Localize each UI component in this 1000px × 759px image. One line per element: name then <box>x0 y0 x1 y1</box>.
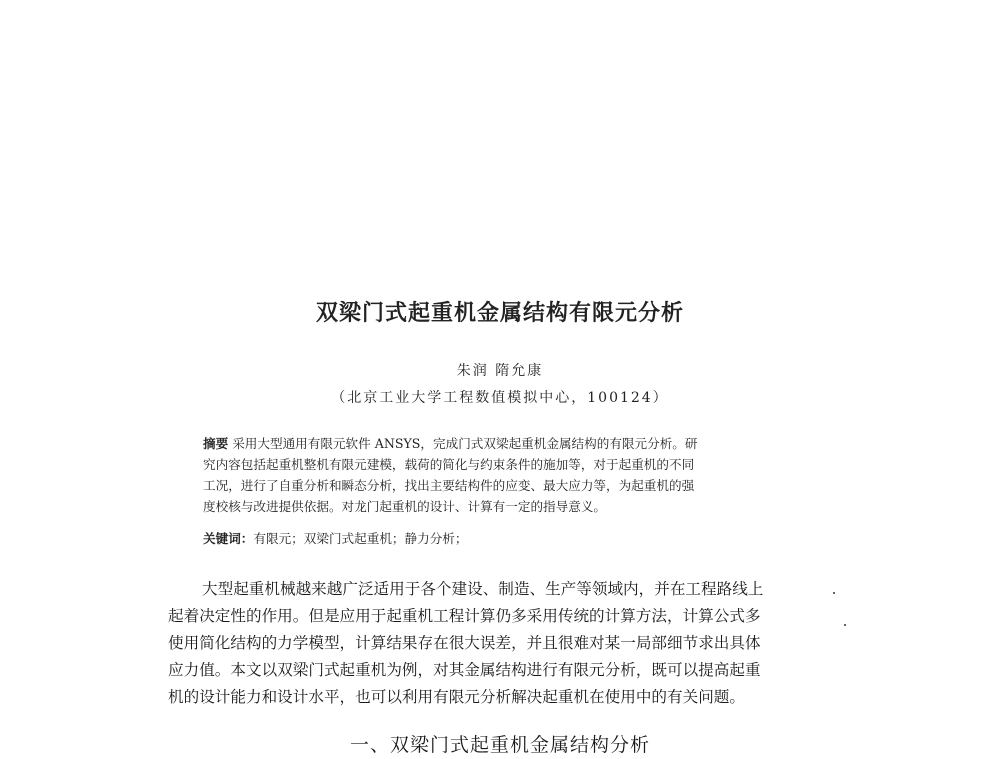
keywords-label: 关键词： <box>203 531 254 546</box>
abstract-line-4: 度校核与改进提供依据。对龙门起重机的设计、计算有一定的指导意义。 <box>203 499 606 514</box>
paper-authors: 朱润 隋允康 <box>456 363 544 379</box>
abstract-label: 摘要 <box>203 436 229 451</box>
body-line-4: 应力值。本文以双梁门式起重机为例，对其金属结构进行有限元分析，既可以提高起重 <box>168 661 761 679</box>
keywords-text: 有限元；双梁门式起重机；静力分析； <box>253 531 468 546</box>
body-line-2: 起着决定性的作用。但是应用于起重机工程计算仍多采用传统的计算方法，计算公式多 <box>168 607 761 625</box>
abstract-text-1: 采用大型通用有限元软件 ANSYS，完成门式双梁起重机金属结构的有限元分析。研 <box>232 436 698 451</box>
paper-affiliation: （北京工业大学工程数值模拟中心，100124） <box>331 390 669 406</box>
abstract-block <box>203 433 797 517</box>
abstract-line-2: 究内容包括起重机整机有限元建模，载荷的简化与约束条件的施加等，对于起重机的不同 <box>203 457 695 472</box>
paper-title: 双梁门式起重机金属结构有限元分析 <box>315 301 684 326</box>
abstract-line-3: 工况，进行了自重分析和瞬态分析，找出主要结构件的应变、最大应力等，为起重机的强 <box>203 478 695 493</box>
body-line-1: 大型起重机械越来越广泛适用于各个建设、制造、生产等领域内，并在工程路线上 <box>202 580 764 598</box>
body-line-5: 机的设计能力和设计水平，也可以利用有限元分析解决起重机在使用中的有关问题。 <box>168 688 745 706</box>
section-heading: 一、双梁门式起重机金属结构分析 <box>349 734 650 756</box>
keywords-line <box>203 528 467 547</box>
body-line-3: 使用简化结构的力学模型，计算结果存在很大误差，并且很难对某一局部细节求出具体 <box>168 634 761 652</box>
abstract-line-1 <box>203 433 797 454</box>
body-paragraph <box>168 576 838 711</box>
scan-speck <box>833 592 835 594</box>
scan-speck <box>844 624 846 626</box>
